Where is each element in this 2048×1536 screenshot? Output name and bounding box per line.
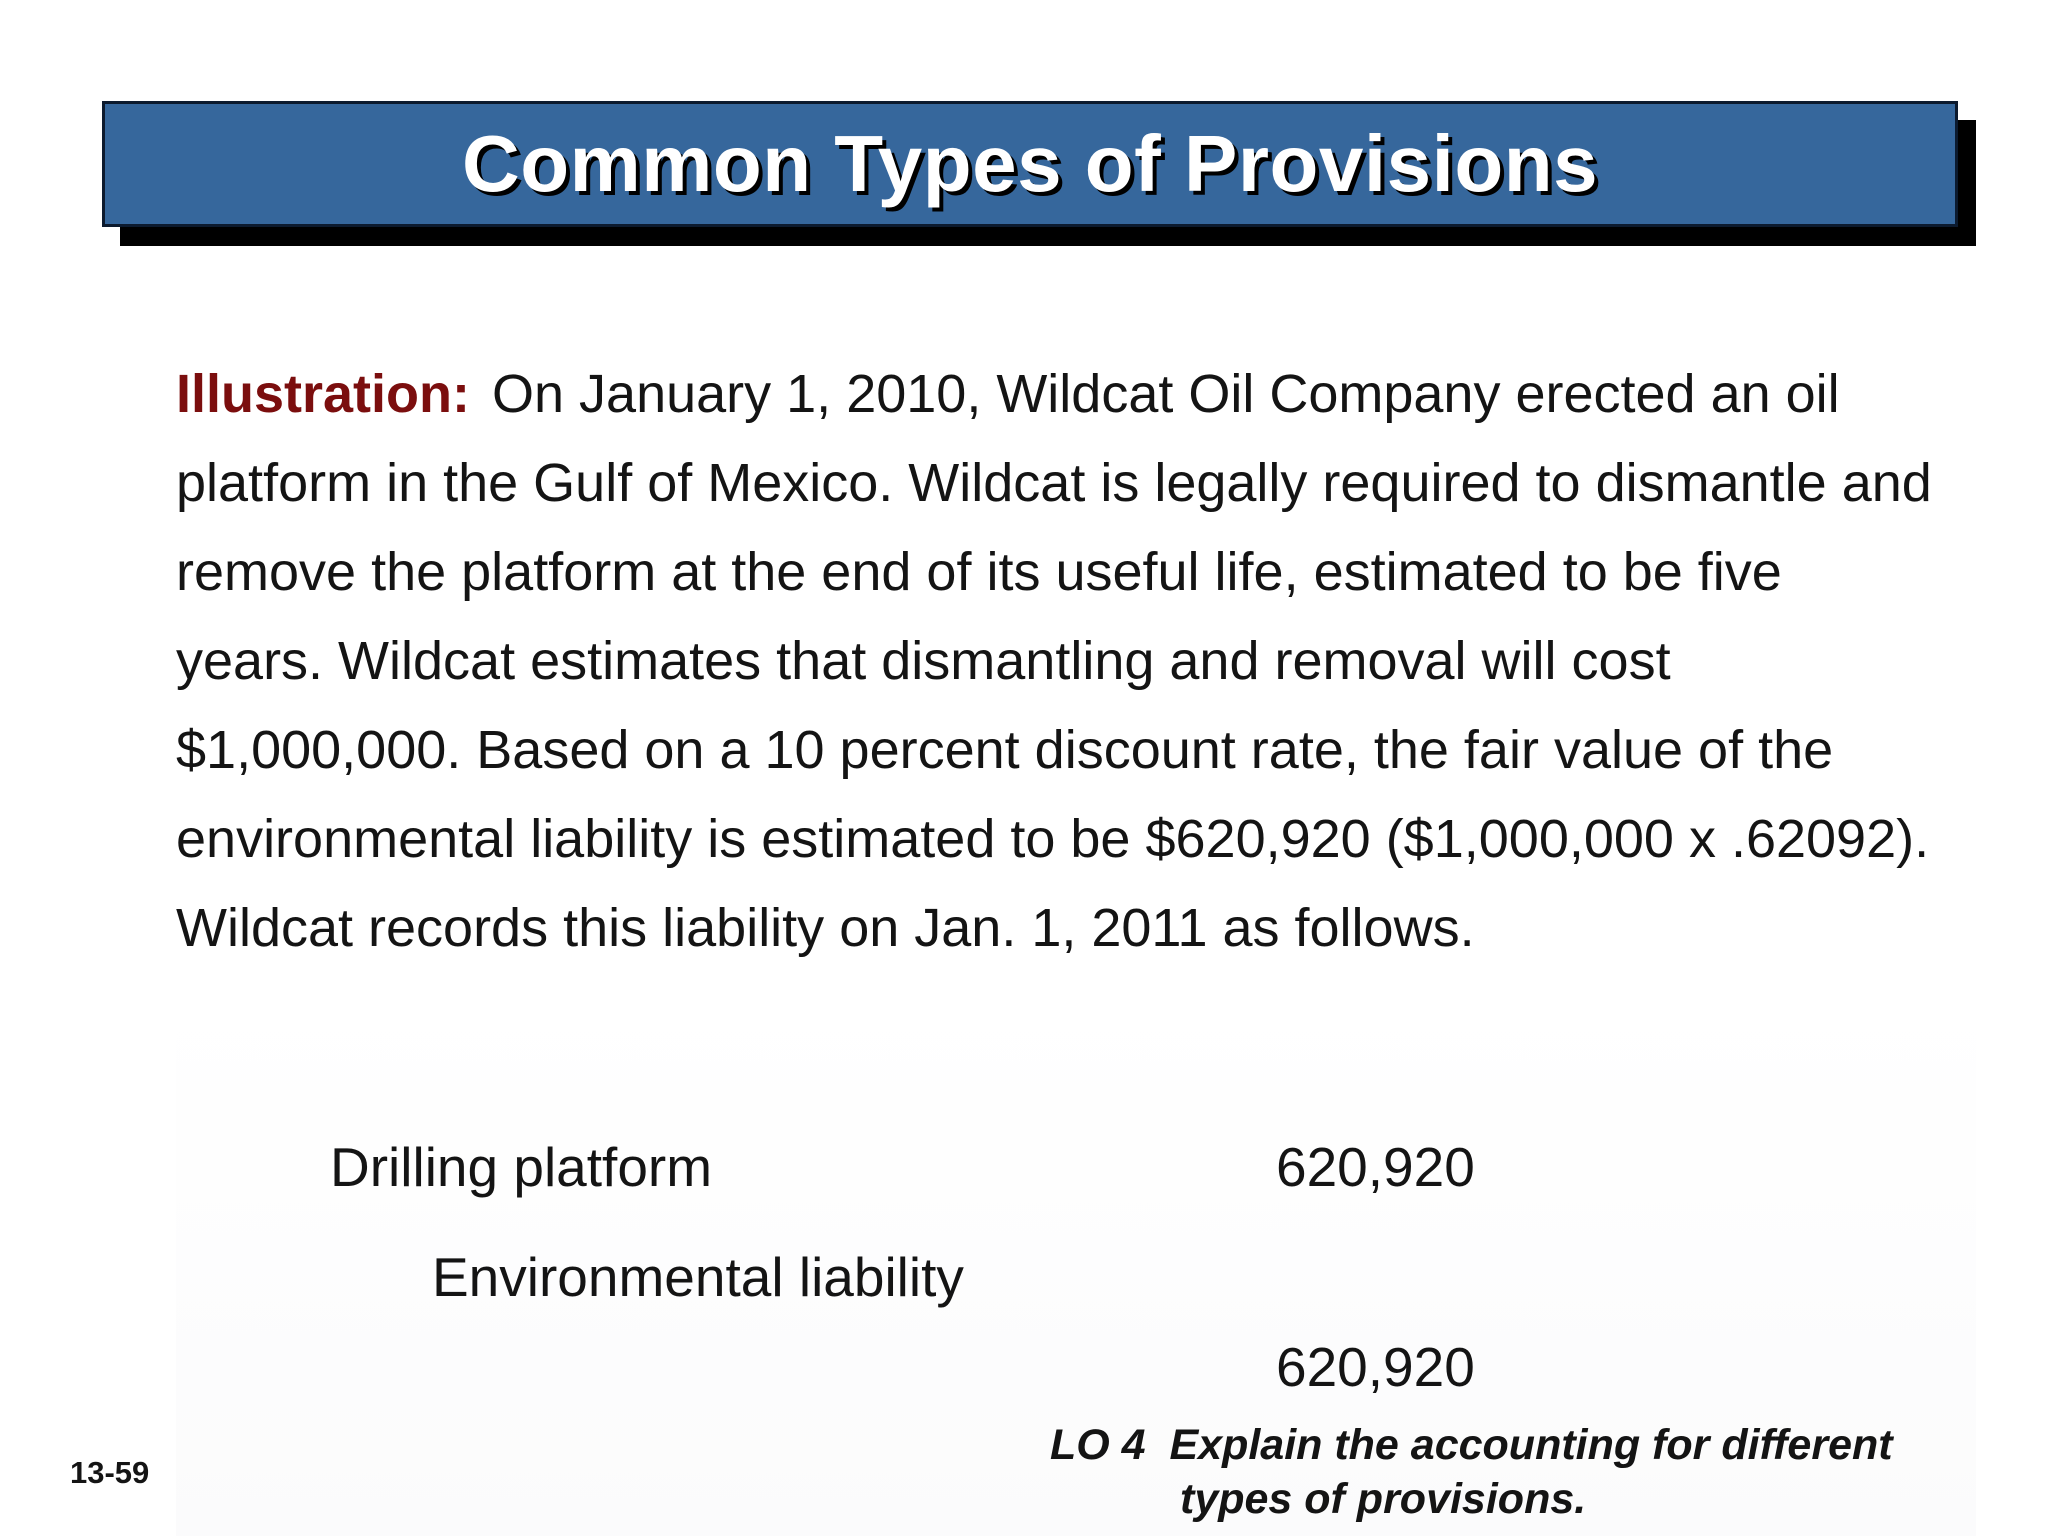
title-bar	[102, 101, 1958, 227]
illustration-paragraph	[176, 350, 1936, 973]
learning-objective-line-1: LO 4 Explain the accounting for different	[1050, 1421, 1893, 1469]
credit-account: Environmental liability	[432, 1246, 964, 1308]
credit-amount: 620,920	[1276, 1336, 1475, 1398]
debit-account: Drilling platform	[330, 1136, 713, 1198]
slide-title: Common Types of Provisions	[461, 119, 1599, 208]
learning-objective-line-2: types of provisions.	[1180, 1475, 1587, 1523]
debit-amount: 620,920	[1276, 1136, 1475, 1198]
slide-number: 13-59	[70, 1455, 150, 1490]
learning-objective	[1050, 1418, 1893, 1526]
illustration-text: On January 1, 2010, Wildcat Oil Company erected an oil platform in the Gulf of Mexico. Wildcat is legally required to dismantle and remove the platform at the end of its useful life, estimated to be five years. Wildcat estimates that dismantling and removal will cost $1,000,000. Based on a 10 percent discount rate, the fair value of the environmental liability is estimated to be $620,920 ($1,000,000 x .62092). Wildcat records this liability on Jan. 1, 2011 as follows.	[176, 364, 1932, 958]
illustration-label: Illustration:	[176, 364, 470, 424]
